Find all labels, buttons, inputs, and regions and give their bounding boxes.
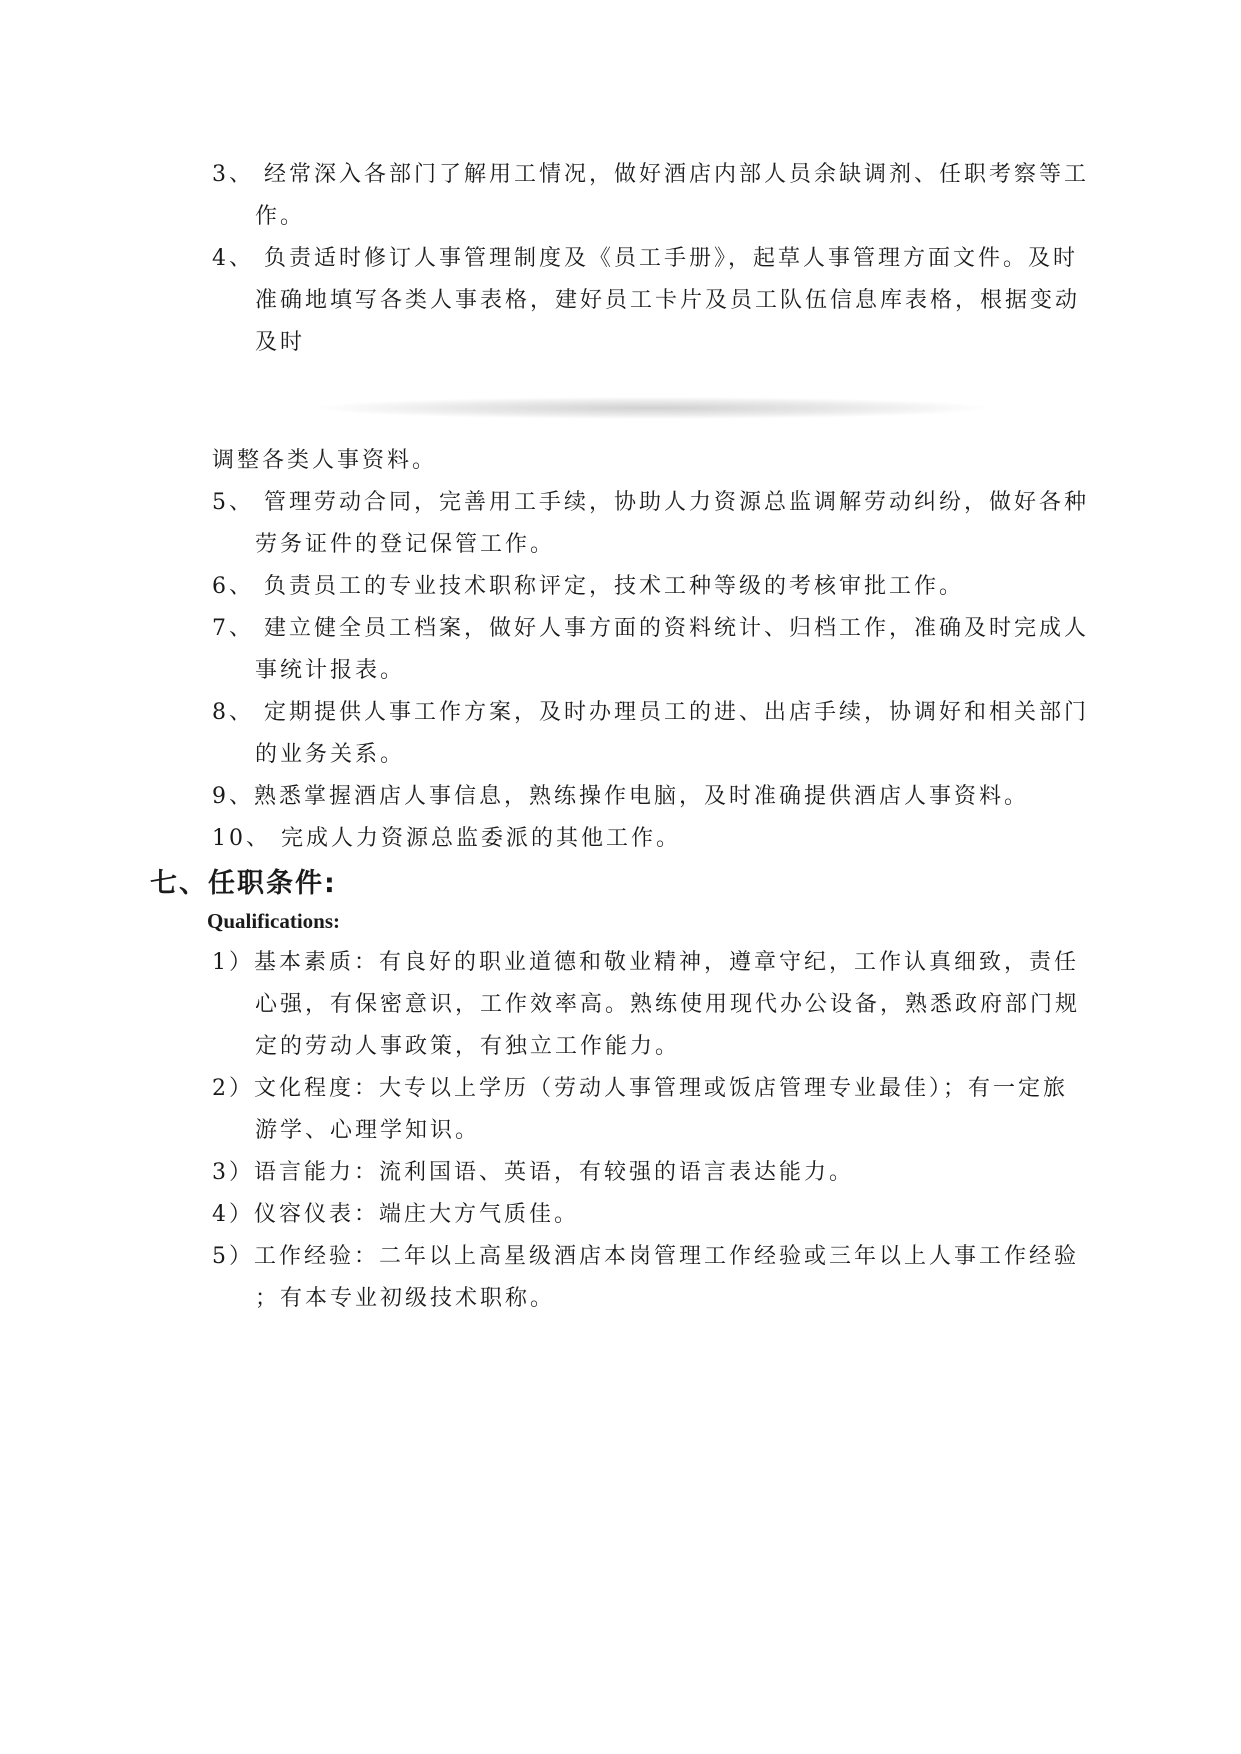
duty-item-3 [212,154,1089,238]
duty-item-10 [212,818,1072,860]
qualification-item-3 [212,1152,1072,1194]
duty-line: 3、 经常深入各部门了解用工情况，做好酒店内部人员余缺调剂、任职考察等工 [212,162,1089,187]
qualification-line: 2）文化程度：大专以上学历（劳动人事管理或饭店管理专业最佳）；有一定旅 [212,1076,1068,1101]
duty-line: 的业务关系。 [255,742,406,767]
duty-line: 劳务证件的登记保管工作。 [255,532,556,557]
duty-line: 6、 负责员工的专业技术职称评定，技术工种等级的考核审批工作。 [212,574,964,599]
section-heading: 七、任职条件: [150,868,337,899]
qualification-line: 5）工作经验：二年以上高星级酒店本岗管理工作经验或三年以上人事工作经验 [212,1244,1079,1269]
qualification-item-1 [212,942,1081,1068]
duty-line: 准确地填写各类人事表格，建好员工卡片及员工队伍信息库表格，根据变动 [255,288,1081,313]
duty-line: 9、熟悉掌握酒店人事信息，熟练操作电脑，及时准确提供酒店人事资料。 [212,784,1029,809]
qualification-line: 4）仪容仪表：端庄大方气质佳。 [212,1202,579,1227]
duty-item-7 [212,608,1089,692]
qualification-item-5 [212,1236,1079,1320]
duty-item-6 [212,566,1072,608]
page-break-divider [318,397,986,419]
duty-item-5 [212,482,1089,566]
qualification-line: 定的劳动人事政策，有独立工作能力。 [255,1034,681,1059]
qualification-line: 1）基本素质：有良好的职业道德和敬业精神，遵章守纪，工作认真细致，责任 [212,950,1079,975]
duty-line: 10、 完成人力资源总监委派的其他工作。 [212,826,681,851]
qualification-item-4 [212,1194,1072,1236]
duty-line: 5、 管理劳动合同，完善用工手续，协助人力资源总监调解劳动纠纷，做好各种 [212,490,1089,515]
qualification-line: 3）语言能力：流利国语、英语，有较强的语言表达能力。 [212,1160,854,1185]
duty-line: 7、 建立健全员工档案，做好人事方面的资料统计、归档工作，准确及时完成人 [212,616,1089,641]
duty-line: 作。 [255,204,306,229]
duty-item-9 [212,776,1072,818]
qualification-line: ；有本专业初级技术职称。 [255,1286,556,1311]
qualification-line: 游学、心理学知识。 [255,1118,481,1143]
duty-line: 事统计报表。 [255,658,406,683]
duty-line: 4、 负责适时修订人事管理制度及《员工手册》，起草人事管理方面文件。及时 [212,246,1078,271]
duty-continuation: 调整各类人事资料。 [212,448,438,473]
section-subheading: Qualifications: [207,909,341,933]
qualification-line: 心强，有保密意识，工作效率高。熟练使用现代办公设备，熟悉政府部门规 [255,992,1081,1017]
duty-item-8 [212,692,1089,776]
qualification-item-2 [212,1068,1072,1152]
duty-line: 及时 [255,330,306,355]
duty-item-4 [212,238,1081,364]
duty-line: 8、 定期提供人事工作方案，及时办理员工的进、出店手续，协调好和相关部门 [212,700,1089,725]
